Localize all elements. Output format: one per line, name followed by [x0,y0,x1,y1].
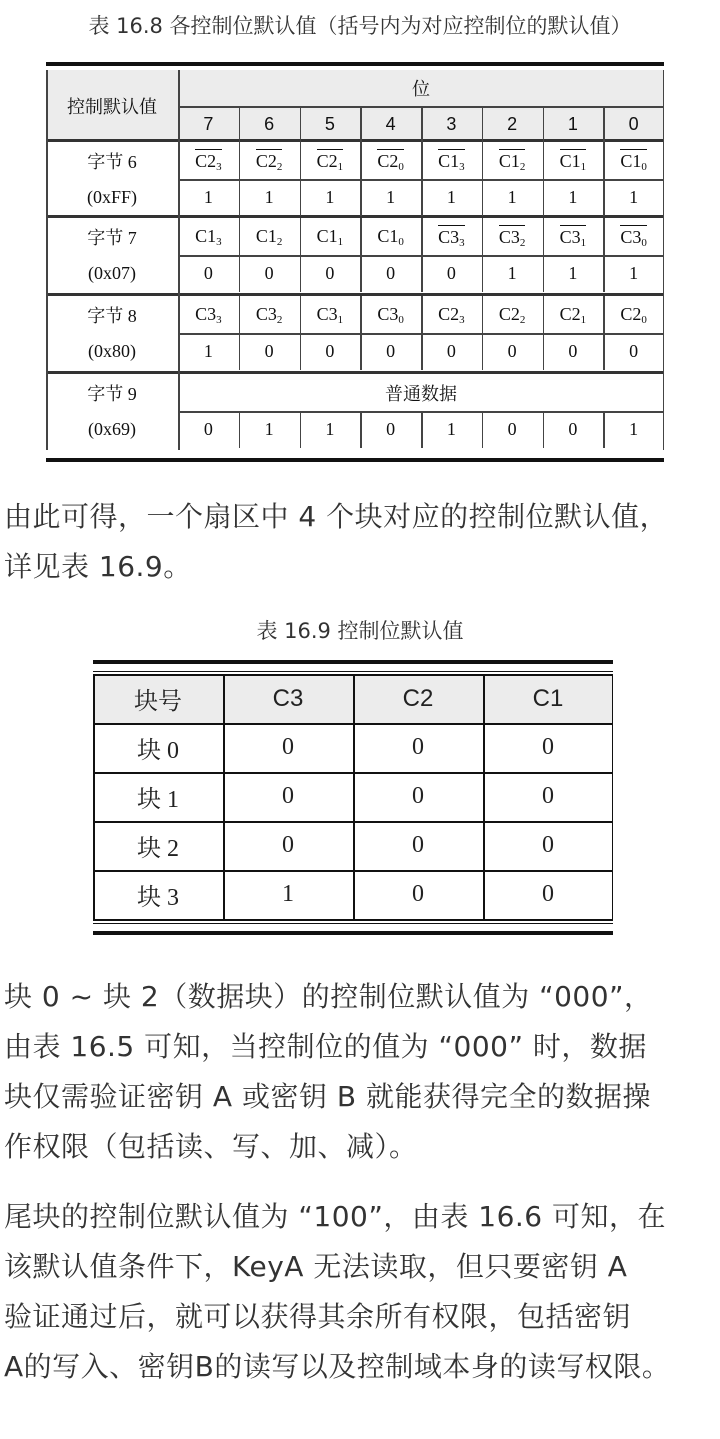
control-bit-cell [300,218,361,255]
bit-symbol-name: C1 [438,150,460,171]
bit-value-cell: 1 [629,419,639,439]
grid-line [178,70,180,450]
paragraph-line: 验证通过后，就可以获得其余所有权限，包括密钥 [4,1300,632,1333]
bit-value-cell: 0 [325,263,335,283]
grid-line [482,218,484,292]
bit-symbol-name: C1 [559,150,581,171]
bit-column-header: 5 [300,106,361,142]
control-bit-cell [360,296,421,333]
bit-value-cell: 0 [542,832,554,858]
bit-value-cell: 1 [264,187,274,207]
control-bit-cell [603,142,664,179]
bit-symbol-sub: 3 [459,313,465,326]
bit-value-cell: 1 [203,341,213,361]
bit-symbol [377,226,404,248]
bit-symbol [560,225,587,249]
bit-symbol [377,149,404,173]
bit-symbol-sub: 1 [580,313,587,326]
bit-value-cell: 0 [446,263,456,283]
bit-symbol [620,149,647,173]
bit-value-cell: 1 [203,187,213,207]
grid-line [603,218,605,292]
bit-symbol [438,225,465,249]
bit-value-cell: 0 [412,832,424,858]
bit-symbol-sub: 3 [216,313,222,326]
bit-value-cell: 0 [412,734,424,760]
bit-symbol [560,149,587,173]
grid-line [239,296,241,370]
grid-line [603,142,605,216]
paragraph-line: 由此可得，一个扇区中 4 个块对应的控制位默认值， [4,500,669,533]
bit-value-cell: 0 [386,263,396,283]
grid-line [543,142,545,216]
control-bit-cell [421,296,482,333]
bit-symbol-sub: 2 [519,313,526,326]
bit-symbol-sub: 1 [337,235,344,248]
grid-line [239,142,241,216]
control-bit-cell [178,142,239,179]
control-bit-cell [482,142,543,179]
bit-value-cell: 0 [542,734,554,760]
bit-symbol-sub: 1 [580,160,587,173]
control-bit-cell [421,142,482,179]
bit-symbol-sub: 2 [519,236,526,249]
grid-line [360,411,362,448]
row-hex-1: (0x07) [88,263,136,283]
header-cell: C1 [483,674,613,723]
table-16-8-caption: 表 16.8 各控制位默认值（括号内为对应控制位的默认值） [88,14,632,38]
block-label-cell: 块 2 [137,836,179,862]
bit-value-cell: 0 [325,341,335,361]
bit-symbol [317,149,344,173]
bit-symbol-name: C2 [559,303,581,324]
bit-symbol-sub: 2 [276,313,283,326]
row-label-0: 字节 6 [87,151,137,172]
control-bit-cell [300,296,361,333]
bit-value-cell: 1 [507,187,517,207]
grid-line [483,674,485,919]
bit-value-cell: 1 [507,263,517,283]
header-cell: C3 [223,674,353,723]
bit-symbol-sub: 0 [641,313,647,326]
bit-value-cell: 0 [386,341,396,361]
paragraph-line: 作权限（包括读、写、加、减）。 [4,1130,418,1163]
bit-symbol-sub: 2 [276,235,283,248]
bit-symbol-name: C1 [620,150,642,171]
bit-symbol-sub: 3 [459,160,465,173]
bit-symbol [377,304,404,326]
merged-cell: 普通数据 [385,383,457,404]
bit-symbol [499,225,526,249]
bit-value-cell: 1 [264,419,274,439]
bit-symbol [195,149,222,173]
grid-line [300,142,302,216]
bit-symbol-name: C3 [620,226,642,247]
grid-line [360,296,362,370]
grid-line [421,106,423,142]
paragraph-line: 尾块的控制位默认值为 “100”，由表 16.6 可知，在 [4,1200,667,1233]
bit-column-header: 2 [482,106,543,142]
table-corner-header: 控制默认值 [46,70,178,142]
block-label-cell: 块 1 [137,787,179,813]
paragraph-line: 该默认值条件下，KeyA 无法读取，但只要密钥 A [4,1250,628,1283]
bit-symbol-name: C2 [195,150,217,171]
bit-value-cell: 1 [629,263,639,283]
grid-line [421,218,423,292]
bit-value-cell: 0 [542,783,554,809]
grid-line [93,919,613,921]
bit-symbol-sub: 0 [641,236,647,249]
control-bit-cell [360,142,421,179]
control-bit-cell [603,296,664,333]
control-bit-cell [543,142,604,179]
bit-symbol-name: C2 [498,303,520,324]
section-divider [46,371,664,374]
bit-symbol [499,304,526,326]
grid-line [663,70,665,450]
grid-line [421,296,423,370]
bit-symbol-sub: 3 [459,236,465,249]
section-divider [46,215,664,218]
row-label-2: 字节 8 [87,305,137,326]
block-label-cell: 块 0 [137,738,179,764]
bit-symbol-sub: 0 [398,313,404,326]
bit-value-cell: 1 [568,263,578,283]
paragraph-line: 详见表 16.9。 [4,550,192,583]
bit-symbol-sub: 0 [398,235,404,248]
bit-symbol [438,149,465,173]
bit-column-header: 6 [239,106,300,142]
bit-symbol-sub: 1 [580,236,587,249]
header-cell: 块号 [93,674,223,723]
grid-line [300,218,302,292]
control-bit-cell [300,142,361,179]
paragraph-data-blocks [4,972,716,1172]
paragraph-line: A的写入、密钥B的读写以及控制域本身的读写权限。 [4,1350,671,1383]
bit-value-cell: 0 [264,263,274,283]
bit-symbol-name: C3 [438,226,460,247]
control-bit-cell [603,218,664,255]
bit-symbol-name: C3 [316,303,338,324]
bit-symbol [499,149,526,173]
grid-line [482,106,484,142]
bit-value-cell: 0 [203,419,213,439]
control-bit-cell [482,296,543,333]
grid-line [93,674,95,919]
grid-line [300,411,302,448]
bit-value-cell: 0 [507,341,517,361]
bit-value-cell: 0 [568,419,578,439]
grid-line [300,296,302,370]
header-cell: C2 [353,674,483,723]
bit-value-cell: 0 [412,783,424,809]
bit-column-header: 1 [543,106,604,142]
control-bit-cell [239,296,300,333]
table-16-9 [93,660,613,935]
bit-value-cell: 0 [446,341,456,361]
control-bit-cell [543,296,604,333]
bit-symbol-name: C2 [255,150,277,171]
bit-column-header: 4 [360,106,421,142]
bit-symbol-sub: 0 [398,160,404,173]
bit-symbol-name: C3 [377,303,399,324]
control-bit-cell [178,218,239,255]
bit-symbol-name: C1 [316,225,338,246]
row-hex-0: (0xFF) [86,187,137,207]
row-hex-3: (0x69) [88,419,136,439]
bit-value-cell: 0 [412,881,424,907]
grid-line [543,411,545,448]
grid-line [360,106,362,142]
grid-line [360,142,362,216]
control-bit-cell [543,218,604,255]
bit-symbol-name: C2 [316,150,338,171]
grid-line [300,106,302,142]
grid-line [543,106,545,142]
grid-line [482,296,484,370]
bit-column-header: 7 [178,106,239,142]
bit-symbol-name: C1 [377,225,399,246]
row-label-3: 字节 9 [87,383,137,404]
paragraph-trailer-block [4,1192,716,1392]
section-divider [46,139,664,142]
grid-line [46,70,48,450]
bit-symbol-name: C1 [195,225,217,246]
bit-symbol-name: C1 [498,150,520,171]
control-bit-cell [360,218,421,255]
bit-value-cell: 1 [568,187,578,207]
paragraph-line: 块 0 ~ 块 2（数据块）的控制位默认值为 “000”， [4,980,653,1013]
grid-line [603,106,605,142]
bit-symbol [256,226,283,248]
row-hex-2: (0x80) [88,341,136,361]
control-bit-cell [421,218,482,255]
bit-value-cell: 0 [282,832,294,858]
grid-line [603,296,605,370]
bit-value-cell: 0 [264,341,274,361]
grid-line [223,674,225,919]
bit-symbol [620,304,647,326]
section-divider [46,293,664,296]
grid-line [421,142,423,216]
bit-value-cell: 0 [282,734,294,760]
paragraph-line: 块仅需验证密钥 A 或密钥 B 就能获得完全的数据操 [4,1080,651,1113]
bit-value-cell: 1 [325,187,335,207]
bit-symbol [195,226,222,248]
paragraph-line: 由表 16.5 可知，当控制位的值为 “000” 时，数据 [4,1030,647,1063]
bit-value-cell: 1 [325,419,335,439]
table-bottom-rule [93,923,613,935]
table-top-rule [93,660,613,672]
bit-symbol-name: C3 [498,226,520,247]
grid-line [239,411,241,448]
bit-symbol [438,304,465,326]
bit-symbol-sub: 3 [216,160,222,173]
grid-line [612,674,614,919]
bit-column-header: 0 [603,106,664,142]
grid-line [239,106,241,142]
control-bit-cell [482,218,543,255]
bit-symbol [256,149,283,173]
bit-symbol-sub: 0 [641,160,647,173]
bit-group-header: 位 [178,70,664,106]
grid-line [353,674,355,919]
grid-line [482,411,484,448]
bit-column-header: 3 [421,106,482,142]
control-bit-cell [178,296,239,333]
grid-line [603,411,605,448]
bit-value-cell: 0 [282,783,294,809]
bit-symbol-name: C3 [559,226,581,247]
bit-symbol [256,304,283,326]
bit-symbol-name: C2 [620,303,642,324]
block-label-cell: 块 3 [137,885,179,911]
bit-symbol-sub: 1 [337,160,344,173]
paragraph-intro [4,492,716,592]
table-16-9-caption: 表 16.9 控制位默认值 [256,619,464,643]
bit-value-cell: 0 [507,419,517,439]
bit-symbol-name: C2 [438,303,460,324]
bit-symbol-name: C3 [195,303,217,324]
bit-value-cell: 0 [629,341,639,361]
bit-symbol [317,226,344,248]
control-bit-cell [239,142,300,179]
grid-line [360,218,362,292]
grid-line [482,142,484,216]
table-16-8 [46,62,664,462]
bit-symbol-name: C3 [255,303,277,324]
bit-value-cell: 0 [542,881,554,907]
bit-symbol [560,304,587,326]
bit-value-cell: 1 [386,187,396,207]
bit-value-cell: 1 [282,881,294,907]
bit-symbol-sub: 3 [216,235,222,248]
bit-symbol-sub: 2 [519,160,526,173]
bit-symbol [620,225,647,249]
bit-symbol-name: C2 [377,150,399,171]
bit-value-cell: 1 [446,187,456,207]
grid-line [239,218,241,292]
row-label-1: 字节 7 [87,227,137,248]
bit-value-cell: 0 [568,341,578,361]
bit-symbol [317,304,344,326]
bit-symbol-sub: 2 [276,160,283,173]
bit-symbol [195,304,222,326]
bit-symbol-sub: 1 [337,313,344,326]
bit-value-cell: 0 [203,263,213,283]
bit-value-cell: 1 [446,419,456,439]
bit-value-cell: 1 [629,187,639,207]
bit-value-cell: 0 [386,419,396,439]
control-bit-cell [239,218,300,255]
grid-line [543,296,545,370]
grid-line [421,411,423,448]
grid-line [543,218,545,292]
bit-symbol-name: C1 [255,225,277,246]
